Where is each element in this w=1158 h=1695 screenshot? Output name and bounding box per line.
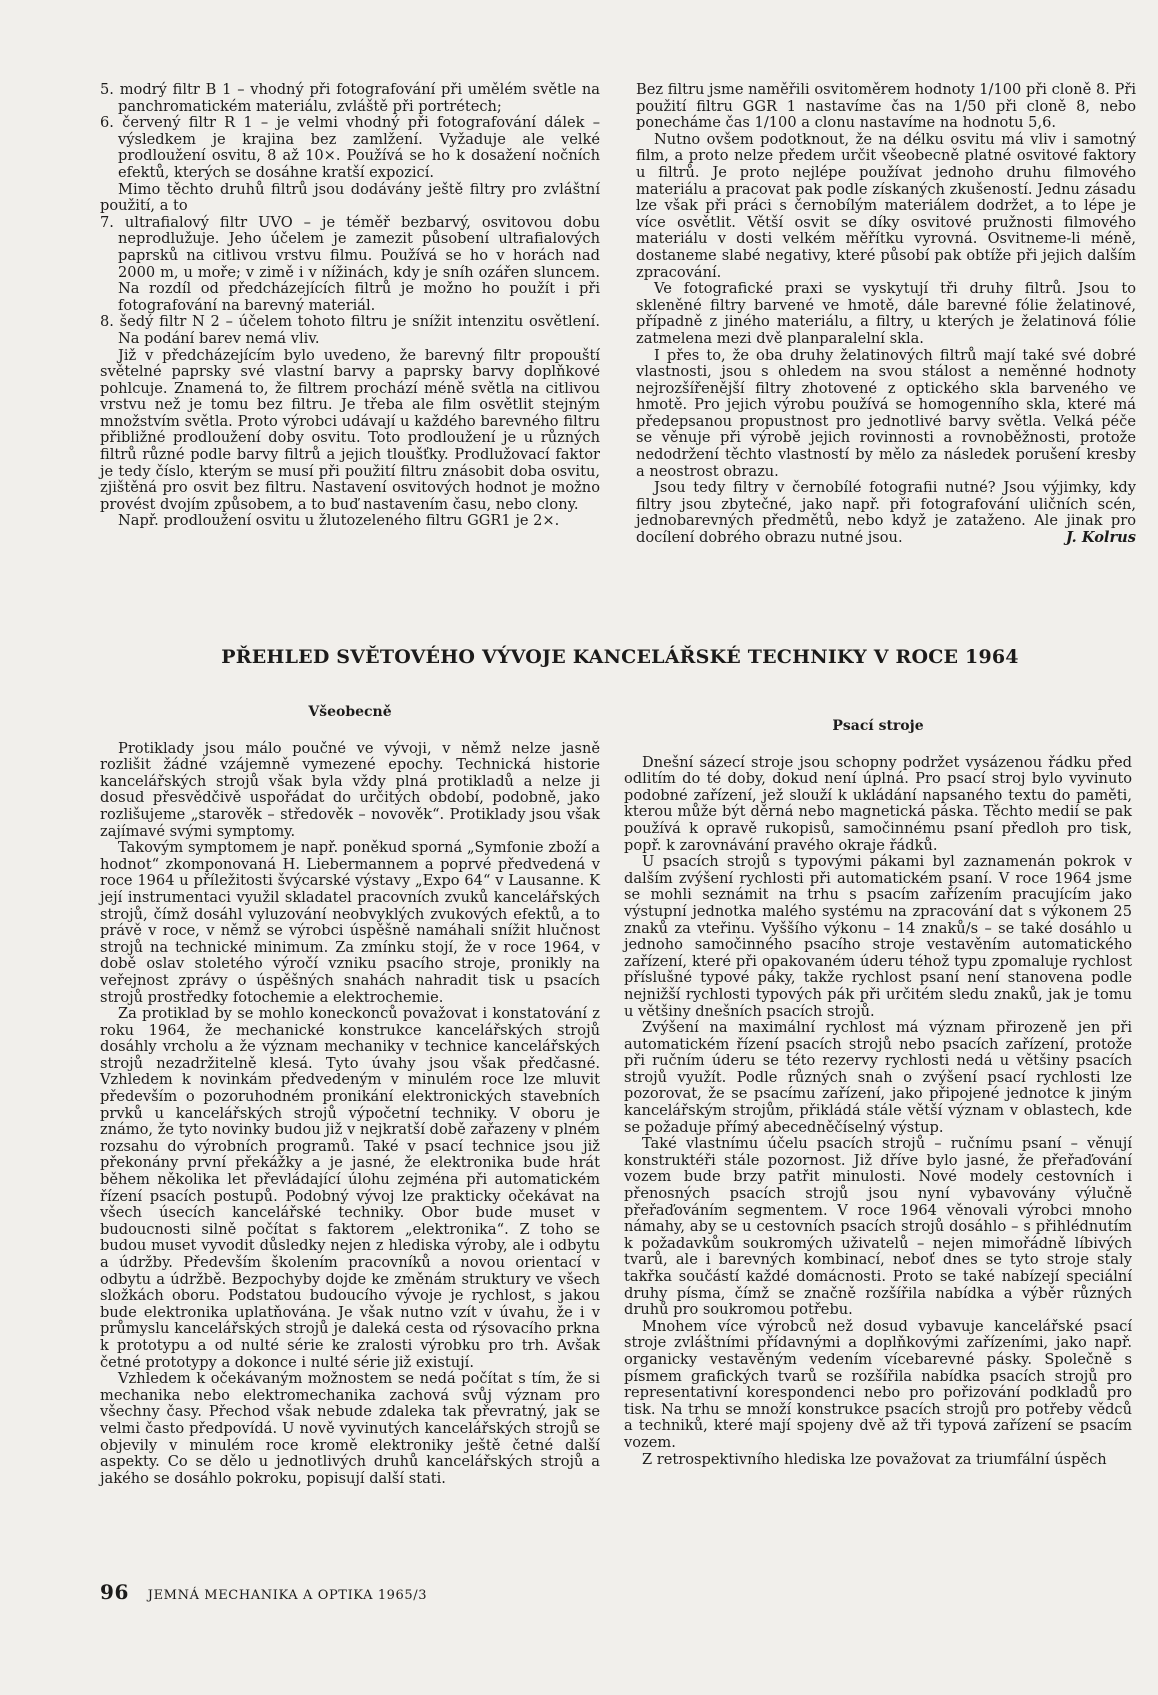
section-heading-typewriters: Psací stroje	[832, 718, 924, 734]
paragraph: Mimo těchto druhů filtrů jsou dodávány ještě filtry pro zvláštní použití, a to	[100, 180, 600, 215]
paragraph: 5. modrý filtr B 1 – vhodný při fotografování při umělém světle na panchromatickém materiálu, zvláště při portrétech;	[100, 81, 600, 115]
paragraph: 6. červený filtr R 1 – je velmi vhodný při fotografování dálek – výsledkem je krajina bez zamlžení. Vyžaduje ale velké prodloužení osvitu, 8 až 10×. Používá se ho k dosažení nočních efektů, kterých se dosáhne kratší expozicí.	[100, 114, 600, 181]
paragraph: Za protiklad by se mohlo koneckonců považovat i konstatování z roku 1964, že mechanické konstrukce kancelářských strojů dosáhly vrcholu a že význam mechaniky v technice kancelářských strojů nezadržitelně klesá. Tyto úvahy jsou však předčasné. Vzhledem k novinkám předvedeným v minulém roce lze mluvit především o pozoruhodném pronikání elektronických stavebních prvků u kancelářských strojů výpočetní techniky. V oboru je známo, že tyto novinky budou již v nejkratší době zařazeny v plném rozsahu do výrobních programů. Také v psací technice jsou již překonány první překážky a je jasné, že elektronika bude hrát během několika let převládající úlohu zejména při automatickém řízení psacích postupů. Podobný vývoj lze prakticky očekávat na všech úsecích kancelářské techniky. Obor bude muset v budoucnosti silně počítat s faktorem „elektronika“. Z toho se budou muset vyvodit důsledky nejen z hlediska výroby, ale i odbytu a údržby. Především školením pracovníků a novou orientací v odbytu a údržbě. Bezpochyby dojde ke změnám struktury ve všech složkách oboru. Podstatou budoucího vývoje je rychlost, s jakou bude elektronika uplatňována. Je však nutno vzít v úvahu, že i v průmyslu kancelářských strojů je daleká cesta od rýsovacího prkna k prototypu a od nulté série ke zralosti výrobku pro trh. Avšak četné prototypy a dokonce i nulté série již existují.	[100, 1005, 600, 1371]
journal-name: JEMNÁ MECHANIKA A OPTIKA 1965/3	[147, 1588, 428, 1603]
paragraph: Bez filtru jsme naměřili osvitoměrem hodnoty 1/100 při cloně 8. Při použití filtru GGR 1 nastavíme čas na 1/50 při cloně 8, nebo ponecháme čas 1/100 a clonu nastavíme na hodnotu 5,6.	[636, 81, 1136, 132]
top-right-column	[636, 82, 1136, 547]
paragraph: Nutno ovšem podotknout, že na délku osvitu má vliv i samotný film, a proto nelze předem určit všeobecně platné osvitové faktory u filtrů. Je proto nejlépe používat jednoho druhu filmového materiálu a pracovat pak podle získaných zkušeností. Jednu zásadu lze však při práci s černobílým materiálem dodržet, a to lépe je více osvětlit. Větší osvit se díky osvitové pružnosti filmového materiálu v dosti velkém měřítku vyrovná. Osvitneme-li méně, dostaneme slabé negativy, které působí pak obtíže při jejich dalším zpracování.	[636, 130, 1136, 281]
page-footer	[100, 1580, 427, 1604]
paragraph: I přes to, že oba druhy želatinových filtrů mají také své dobré vlastnosti, jsou s ohledem na svou stálost a neměnné hodnoty nejrozšířenější filtry zhotovené z optického skla barveného ve hmotě. Pro jejich výrobu používá se homogenního skla, které má předepsanou propustnost pro jednotlivé barvy světla. Velká péče se věnuje při výrobě jejich rovinnosti a rovnoběžnosti, protože nedodržení těchto vlastností by mělo za následek porušení kresby a neostrost obrazu.	[636, 346, 1136, 480]
paragraph: 8. šedý filtr N 2 – účelem tohoto filtru je snížit intenzitu osvětlení. Na podání barev nemá vliv.	[100, 313, 600, 347]
paragraph: Ve fotografické praxi se vyskytují tři druhy filtrů. Jsou to skleněné filtry barvené ve hmotě, dále barevné fólie želatinové, případně z jiného materiálu, a filtry, u kterých je želatinová fólie zatmelena mezi dvě planparalelní skla.	[636, 280, 1136, 347]
paragraph: Zvýšení na maximální rychlost má význam přirozeně jen při automatickém řízení psacích strojů nebo psacích zařízení, protože při ručním úderu se této rezervy rychlosti nedá u většiny psacích strojů využít. Podle různých snah o zvýšení psací rychlosti lze pozorovat, že se psacímu zařízení, jako připojené jednotce k jiným kancelářským strojům, přikládá stále větší význam v oblastech, kde se požaduje přímý abecedněčíselný výstup.	[624, 1019, 1132, 1136]
paragraph: Již v předcházejícím bylo uvedeno, že barevný filtr propouští světelné paprsky své vlastní barvy a paprsky barvy doplňkové pohlcuje. Znamená to, že filtrem prochází méně světla na citlivou vrstvu než je tomu bez filtru. Je třeba ale film osvětlit stejným množstvím světla. Proto výrobci udávají u každého barevného filtru přibližné prodloužení doby osvitu. Toto prodloužení je u různých filtrů různé podle barvy filtrů a jejich tloušťky. Prodlužovací faktor je tedy číslo, kterým se musí při použití filtru znásobit doba osvitu, zjištěná pro osvit bez filtru. Nastavení osvitových hodnot je možno provést dvojím způsobem, a to buď nastavením času, nebo clony.	[100, 346, 600, 513]
top-left-column	[100, 82, 600, 530]
paragraph: Mnohem více výrobců než dosud vybavuje kancelářské psací stroje zvláštními přídavnými a doplňkovými zařízeními, jako např. organicky vestavěným vedením vícebarevné pásky. Společně s písmem grafických tvarů se rozšířila nabídka psacích strojů pro representativní korespondenci nebo pro pořizování podkladů pro tisk. Na trhu se množí konstrukce psacích strojů pro potřeby vědců a techniků, které mají spojeny dvě až tři typová zařízení se psacím vozem.	[624, 1317, 1132, 1451]
paragraph: Dnešní sázecí stroje jsou schopny podržet vysázenou řádku před odlitím do té doby, dokud není úplná. Pro psací stroj bylo vyvinuto podobné zařízení, jež slouží k ukládání napsaného textu do paměti, kterou může být děrná nebo magnetická páska. Těchto medií se pak používá k opravě rukopisů, samočinnému psaní předloh pro tisk, popř. k zarovnávání pravého okraje řádků.	[624, 753, 1132, 854]
paragraph: U psacích strojů s typovými pákami byl zaznamenán pokrok v dalším zvýšení rychlosti při automatickém psaní. V roce 1964 jsme se mohli seznámit na trhu s psacím zařízením pracujícím jako výstupní jednotka malého systému na zpracování dat s výkonem 25 znaků za vteřinu. Vyššího výkonu – 14 znaků/s – se také dosáhlo u jednoho samočinného psacího stroje vestavěním automatického zařízení, které při opakovaném úderu téhož typu zpomaluje rychlost příslušné typové páky, takže rychlost psaní není stanovena podle nejnižší rychlosti typových pák při určitém sledu znaků, jak je tomu u většiny dnešních psacích strojů.	[624, 853, 1132, 1020]
bottom-right-column	[624, 718, 1132, 1468]
paragraph: Protiklady jsou málo poučné ve vývoji, v němž nelze jasně rozlišit žádné vzájemně vymezené epochy. Technická historie kancelářských strojů však byla vždy plná protikladů a nelze ji dosud přesvědčivě uspořádat do určitých období, podobně, jako rozlišujeme „starověk – středověk – novověk“. Protiklady jsou však zajímavé svými symptomy.	[100, 739, 600, 840]
closing-paragraph	[636, 480, 1136, 546]
closing-text: Jsou tedy filtry v černobílé fotografii nutné? Jsou výjimky, kdy filtry jsou zbytečné, jako např. při fotografování uličních scén, jednobarevných předmětů, nebo když je zataženo. Ale jinak pro docílení dobrého obrazu nutné jsou.	[636, 479, 1136, 547]
paragraph: 7. ultrafialový filtr UVO – je téměř bezbarvý, osvitovou dobu neprodlužuje. Jeho účelem je zamezit působení ultrafialových paprsků na citlivou vrstvu filmu. Používá se ho v horách nad 2000 m, u moře; v zimě i v nížinách, kdy je sníh ozářen sluncem. Na rozdíl od předcházejících filtrů je možno ho použít i při fotografování na barevný materiál.	[100, 213, 600, 314]
article-title: PŘEHLED SVĚTOVÉHO VÝVOJE KANCELÁŘSKÉ TECHNIKY V ROCE 1964	[221, 646, 1019, 668]
paragraph: Také vlastnímu účelu psacích strojů – ručnímu psaní – věnují konstruktéři stále pozornost. Již dříve bylo jasné, že přeřaďování vozem bude brzy patřit minulosti. Nové modely cestovních i přenosných psacích strojů jsou nyní vybavovány výlučně přeřaďováním segmentem. V roce 1964 věnovali výrobci mnoho námahy, aby se u cestovních psacích strojů dosáhlo – s přihlédnutím k požadavkům soukromých uživatelů – nejen mimořádně líbivých tvarů, ale i barevných kombinací, neboť dnes se tyto stroje staly takřka součástí každé domácnosti. Proto se také nabízejí speciální druhy písma, čímž se značně rozšířila nabídka a výběr různých druhů pro soukromou potřebu.	[624, 1135, 1132, 1319]
author-signature: J. Kolrus	[1065, 529, 1136, 547]
section-heading-general: Všeobecně	[308, 704, 392, 720]
paragraph: Z retrospektivního hlediska lze považovat za triumfální úspěch	[642, 1450, 1107, 1468]
page-number: 96	[100, 1580, 130, 1604]
paragraph: Vzhledem k očekávaným možnostem se nedá počítat s tím, že si mechanika nebo elektromechanika zachová svůj význam pro všechny časy. Přechod však nebude zdaleka tak převratný, jak se velmi často předpovídá. U nově vyvinutých kancelářských strojů se objevily v minulém roce kromě elektroniky ještě četné další aspekty. Co se dělo u jednotlivých druhů kancelářských strojů a jakého se dosáhlo pokroku, popisují další stati.	[100, 1370, 600, 1487]
bottom-left-column	[100, 704, 600, 1487]
paragraph: Např. prodloužení osvitu u žlutozeleného filtru GGR1 je 2×.	[118, 512, 560, 530]
paragraph: Takovým symptomem je např. poněkud sporná „Symfonie zboží a hodnot“ zkomponovaná H. Liebermannem a poprvé předvedená v roce 1964 u příležitosti švýcarské výstavy „Expo 64“ v Lausanne. K její instrumentaci využil skladatel pracovních zvuků kancelářských strojů, čímž dosáhl vyluzování neobvyklých zvukových efektů, a to právě v roce, v němž se výrobci úspěšně namáhali snížit hlučnost strojů na technické minimum. Za zmínku stojí, že v roce 1964, v době oslav stoletého výročí vzniku psacího stroje, pronikly na veřejnost zprávy o úspěšných snahách nahradit tisk u psacích strojů prostředky fotochemie a elektrochemie.	[100, 839, 600, 1006]
